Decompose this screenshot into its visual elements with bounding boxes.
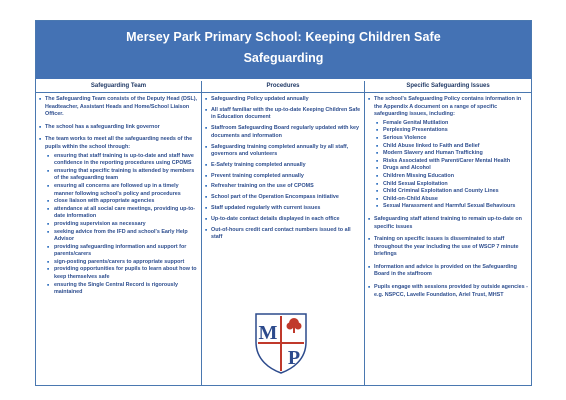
list-item bbox=[211, 96, 361, 104]
sub-list-item: ■ sign-posting parents/carers to appropriate support bbox=[54, 259, 198, 267]
safeguarding-poster bbox=[35, 20, 532, 386]
sub-list-item: ■ Serious Violence bbox=[383, 135, 528, 143]
column-heading: Safeguarding Team bbox=[36, 81, 201, 93]
page-subtitle: Safeguarding bbox=[243, 51, 324, 65]
list-item-text: All staff familiar with the up-to-date Keeping Children Safe in Education document bbox=[211, 106, 361, 121]
sub-list-item: ■ providing safeguarding information and support for parents/carers bbox=[54, 244, 198, 259]
list-item-text: Safeguarding Policy updated annually bbox=[211, 96, 309, 102]
school-crest-logo bbox=[254, 312, 308, 374]
list-item-text: The team works to meet all the safeguarding needs of the pupils within the school through: bbox=[45, 136, 193, 150]
logo-letter-p: P bbox=[287, 347, 301, 369]
list-item-text: Safeguarding training completed annually by all staff, governors and volunteers bbox=[211, 143, 349, 158]
bullet-list bbox=[368, 96, 528, 299]
sub-list-item: ■ ensuring that specific training is attended by members of the safeguarding team bbox=[54, 168, 198, 183]
list-item bbox=[374, 284, 528, 299]
sub-list-item: ■ providing opportunities for pupils to learn about how to keep themselves safe bbox=[54, 266, 198, 281]
sub-list bbox=[374, 120, 528, 211]
list-item bbox=[211, 162, 361, 170]
sub-list-item: ■ Sexual Harassment and Harmful Sexual Behaviours bbox=[383, 203, 528, 211]
list-item bbox=[211, 144, 361, 159]
list-item bbox=[211, 173, 361, 181]
sub-list-item: ■ Child-on-Child Abuse bbox=[383, 196, 528, 204]
sub-list-item: ■ Modern Slavery and Human Trafficking bbox=[383, 150, 528, 158]
list-item bbox=[211, 227, 361, 242]
bullet-list bbox=[205, 96, 361, 242]
column-procedures bbox=[202, 81, 365, 385]
list-item bbox=[374, 264, 528, 279]
column-heading: Specific Safeguarding Issues bbox=[365, 81, 531, 93]
list-item-text: The school's Safeguarding Policy contains information in the Appendix A document on a range of specific safeguarding issues, including: bbox=[374, 96, 522, 118]
sub-list-item: ■ Risks Associated with Parent/Carer Mental Health bbox=[383, 158, 528, 166]
list-item bbox=[211, 183, 361, 191]
page-title: Mersey Park Primary School: Keeping Children Safe bbox=[126, 30, 441, 44]
list-item-text: Staffroom Safeguarding Board regularly updated with key documents and information bbox=[211, 125, 359, 139]
sub-list-item: ■ attendance at all social care meetings, providing up-to-date information bbox=[54, 206, 198, 221]
sub-list-item: ■ Drugs and Alcohol bbox=[383, 165, 528, 173]
column-safeguarding-team bbox=[36, 81, 202, 385]
list-item-text: Safeguarding staff attend training to remain up-to-date on specific issues bbox=[374, 215, 522, 230]
sub-list-item: ■ ensuring all concerns are followed up in a timely manner following school's policy and procedures bbox=[54, 183, 198, 198]
list-item-text: Pupils engage with sessions provided by outside agencies - e.g. NSPCC, Lavelle Foundation, Ariel Trust, MHST bbox=[374, 284, 528, 298]
list-item bbox=[374, 236, 528, 259]
list-item-text: Information and advice is provided on the Safeguarding Board in the staffroom bbox=[374, 263, 517, 278]
sub-list-item: ■ Children Missing Education bbox=[383, 173, 528, 181]
list-item bbox=[45, 136, 198, 296]
sub-list-item: ■ Child Abuse linked to Faith and Belief bbox=[383, 143, 528, 151]
list-item-text: E-Safety training completed annually bbox=[211, 161, 306, 168]
column-heading: Procedures bbox=[202, 81, 364, 93]
list-item bbox=[211, 205, 361, 213]
sub-list-item: ■ providing supervision as necessary bbox=[54, 221, 198, 229]
sub-list-item: ■ ensuring the Single Central Record is rigorously maintained bbox=[54, 282, 198, 297]
bullet-list bbox=[39, 96, 198, 297]
logo-letter-m: M bbox=[258, 322, 278, 344]
sub-list-item: ■ Perplexing Presentations bbox=[383, 127, 528, 135]
header-banner bbox=[36, 21, 531, 79]
list-item bbox=[374, 96, 528, 211]
list-item-text: Staff updated regularly with current issues bbox=[211, 205, 321, 212]
list-item bbox=[45, 124, 198, 132]
list-item-text: The Safeguarding Team consists of the Deputy Head (DSL), Headteacher, Assistant Heads and Home/School Liaison Officer. bbox=[45, 96, 198, 118]
list-item bbox=[374, 216, 528, 231]
sub-list-item: ■ Child Sexual Exploitation bbox=[383, 181, 528, 189]
list-item-text: Out-of-hours credit card contact numbers issued to all staff bbox=[211, 226, 351, 241]
list-item-text: Refresher training on the use of CPOMS bbox=[211, 183, 314, 190]
sub-list-item: ■ close liaison with appropriate agencies bbox=[54, 198, 198, 206]
sub-list-item: ■ Female Genital Mutilation bbox=[383, 120, 528, 128]
list-item bbox=[211, 107, 361, 122]
sub-list-item: ■ Child Criminal Exploitation and County Lines bbox=[383, 188, 528, 196]
list-item-text: The school has a safeguarding link governor bbox=[45, 123, 160, 130]
list-item bbox=[211, 194, 361, 202]
list-item-text: Training on specific issues is disseminated to staff throughout the year including the use of WSCP 7 minute briefings bbox=[374, 236, 519, 258]
list-item bbox=[211, 125, 361, 140]
list-item-text: Prevent training completed annually bbox=[211, 172, 304, 179]
columns bbox=[36, 81, 531, 385]
column-specific-issues bbox=[365, 81, 531, 385]
list-item-text: Up-to-date contact details displayed in each office bbox=[211, 215, 340, 222]
sub-list bbox=[45, 153, 198, 297]
list-item bbox=[211, 216, 361, 224]
list-item-text: School part of the Operation Encompass initiative bbox=[211, 194, 339, 201]
list-item bbox=[45, 96, 198, 119]
sub-list-item: ■ ensuring that staff training is up-to-date and staff have confidence in the reporting procedures using CPOMS bbox=[54, 153, 198, 168]
sub-list-item: ■ seeking advice from the IFD and school's Early Help Advisor bbox=[54, 229, 198, 244]
